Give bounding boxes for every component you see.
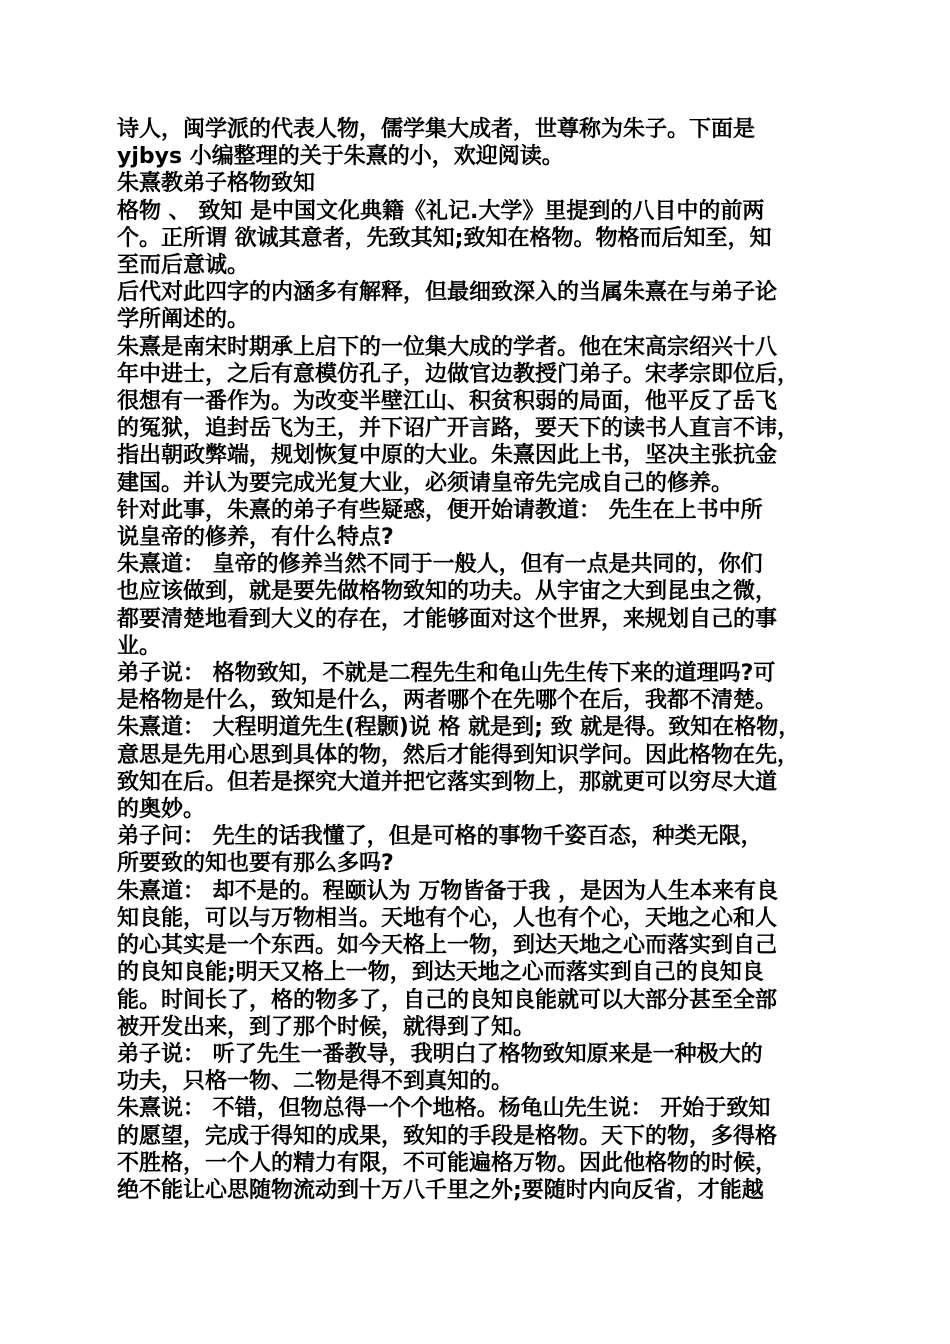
text-line: 指出朝政弊端，规划恢复中原的大业。朱熹因此上书，坚决主张抗金 [117, 443, 778, 469]
text-line: 弟子问： 先生的话我懂了，但是可格的事物千姿百态，种类无限， [117, 824, 763, 850]
text-line: 的良知良能;明天又格上一物，到达天地之心而落实到自己的良知良 [117, 960, 764, 986]
text-line: 个。正所谓 欲诚其意者，先致其知;致知在格物。物格而后知至，知 [117, 225, 772, 251]
text-line: 学所阐述的。 [117, 307, 250, 333]
text-line: 很想有一番作为。为改变半壁江山、积贫积弱的局面，他平反了岳飞 [117, 389, 778, 415]
text-line: 后代对此四字的内涵多有解释，但最细致深入的当属朱熹在与弟子论 [117, 280, 778, 306]
text-line: 诗人，闽学派的代表人物，儒学集大成者，世尊称为朱子。下面是 [117, 117, 756, 142]
paragraph [117, 714, 857, 823]
text-line: 也应该做到，就是要先做格物致知的功夫。从宇宙之大到昆虫之微， [117, 579, 778, 605]
text-line: 朱熹教弟子格物致知 [117, 171, 316, 197]
text-line: 建国。并认为要完成光复大业，必须请皇帝先完成自己的修养。 [117, 470, 734, 496]
text-line: 格物 、 致知 是中国文化典籍《礼记.大学》里提到的八目中的前两 [117, 198, 765, 224]
text-line: 意思是先用心思到具体的物，然后才能得到知识学问。因此格物在先， [117, 742, 800, 768]
paragraph [117, 1095, 857, 1204]
paragraph [117, 497, 857, 551]
paragraph [117, 198, 857, 280]
paragraph [117, 170, 857, 197]
paragraph [117, 1041, 857, 1095]
paragraph [117, 334, 857, 497]
text-line: 朱熹说： 不错，但物总得一个个地格。杨龟山先生说： 开始于致知 [117, 1096, 771, 1122]
text-line: 能。时间长了，格的物多了，自己的良知良能就可以大部分甚至全部 [117, 987, 778, 1013]
text-line: 的冤狱，追封岳飞为王，并下诏广开言路，要天下的读书人直言不讳， [117, 416, 800, 442]
text-line: 朱熹道： 大程明道先生(程颢)说 格 就是到; 致 就是得。致知在格物， [117, 715, 801, 741]
text-line: yjbys 小编整理的关于朱熹的小，欢迎阅读。 [117, 144, 564, 170]
text-line: 的奥妙。 [117, 797, 206, 823]
text-line: 弟子说： 听了先生一番教导，我明白了格物致知原来是一种极大的 [117, 1041, 763, 1067]
document-body [117, 116, 857, 1204]
text-line: 致知在后。但若是探究大道并把它落实到物上，那就更可以穷尽大道 [117, 769, 778, 795]
paragraph [117, 279, 857, 333]
text-line: 说皇帝的修养，有什么特点? [117, 525, 394, 551]
paragraph [117, 551, 857, 660]
text-line: 绝不能让心思随物流动到十万八千里之外;要随时内向反省，才能越 [117, 1177, 764, 1203]
text-line: 至而后意诚。 [117, 253, 250, 279]
paragraph [117, 878, 857, 1041]
text-line: 业。 [117, 633, 162, 659]
text-line: 朱熹是南宋时期承上启下的一位集大成的学者。他在宋高宗绍兴十八 [117, 334, 778, 360]
text-line: 朱熹道： 皇帝的修养当然不同于一般人，但有一点是共同的，你们 [117, 552, 763, 578]
paragraph [117, 660, 857, 714]
text-line: 弟子说： 格物致知，不就是二程先生和龟山先生传下来的道理吗?可 [117, 661, 776, 687]
text-line: 是格物是什么，致知是什么，两者哪个在先哪个在后，我都不清楚。 [117, 688, 778, 714]
text-line: 被开发出来，到了那个时候，就得到了知。 [117, 1014, 536, 1040]
text-line: 年中进士，之后有意模仿孔子，边做官边教授门弟子。宋孝宗即位后， [117, 361, 800, 387]
text-line: 知良能，可以与万物相当。天地有个心，人也有个心，天地之心和人 [117, 905, 778, 931]
paragraph [117, 116, 857, 170]
paragraph [117, 823, 857, 877]
text-line: 的心其实是一个东西。如今天格上一物，到达天地之心而落实到自己 [117, 933, 778, 959]
text-line: 功夫，只格一物、二物是得不到真知的。 [117, 1069, 514, 1095]
text-line: 的愿望，完成于得知的成果，致知的手段是格物。天下的物，多得格 [117, 1123, 778, 1149]
text-line: 针对此事，朱熹的弟子有些疑惑，便开始请教道： 先生在上书中所 [117, 497, 763, 523]
text-line: 不胜格，一个人的精力有限，不可能遍格万物。因此他格物的时候， [117, 1150, 778, 1176]
text-line: 朱熹道： 却不是的。程颐认为 万物皆备于我 ，是因为人生本来有良 [117, 878, 778, 904]
text-line: 所要致的知也要有那么多吗? [117, 851, 394, 877]
text-line: 都要清楚地看到大义的存在，才能够面对这个世界，来规划自己的事 [117, 606, 778, 632]
